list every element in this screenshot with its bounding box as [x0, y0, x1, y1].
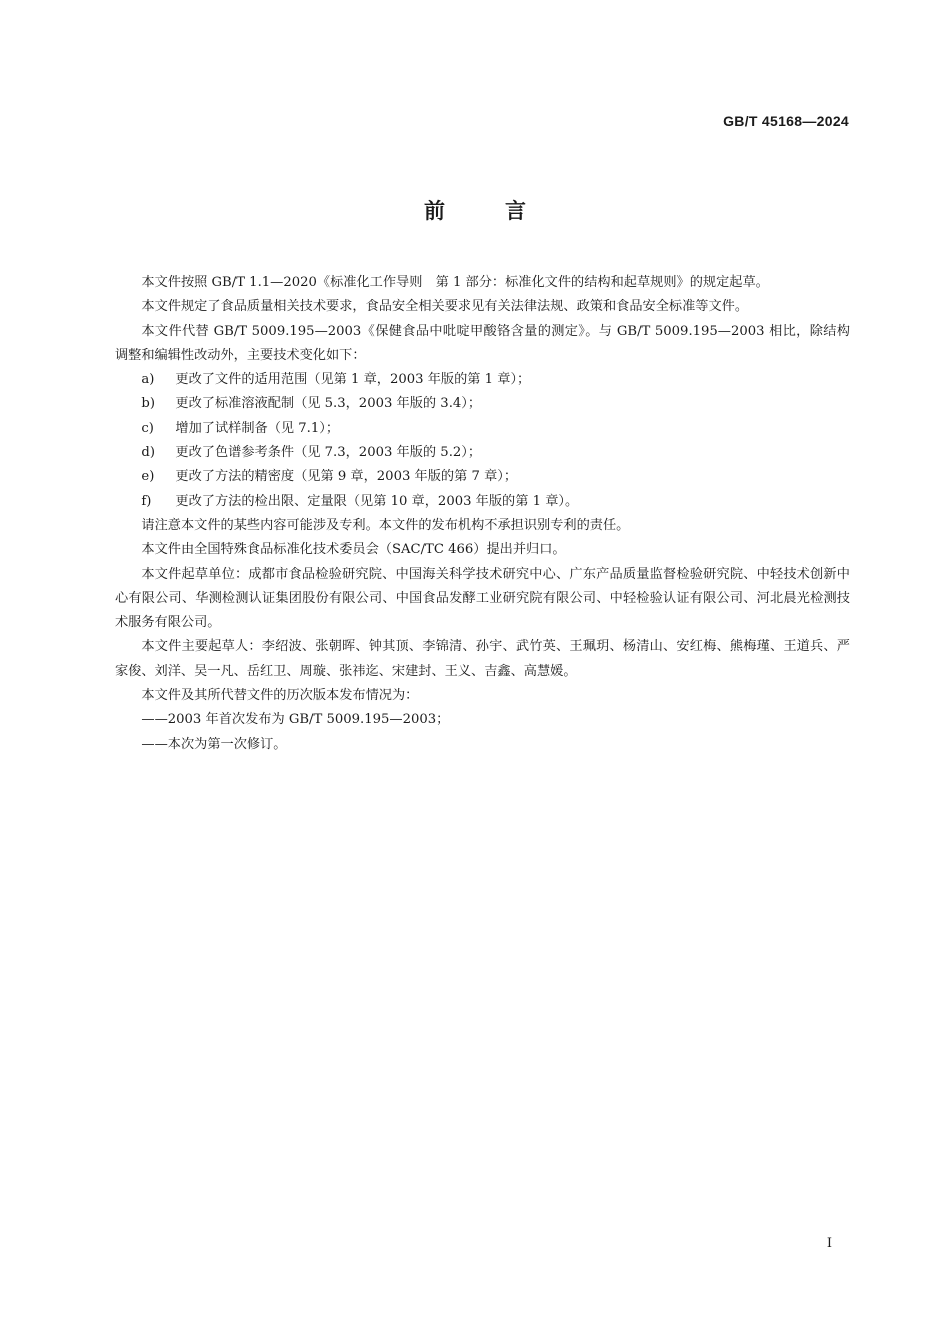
change-text: 更改了文件的适用范围（见第 1 章，2003 年版的第 1 章）；: [175, 372, 531, 388]
change-item-f: [115, 490, 850, 514]
change-item-e: [115, 465, 850, 489]
change-text: 更改了标准溶液配制（见 5.3，2003 年版的 3.4）；: [175, 396, 482, 412]
change-item-d: [115, 441, 850, 465]
page-title: 前言: [424, 199, 586, 223]
paragraph-drafters: 本文件主要起草人：李绍波、张朝晖、钟其顶、李锦清、孙宇、武竹英、王珮玥、杨清山、安红梅、熊梅瑾、王道兵、严家俊、刘洋、吴一凡、岳红卫、周璇、张祎迄、宋建封、王义、吉鑫、高慧媛。: [115, 639, 850, 679]
standard-code: GB/T 45168—2024: [723, 113, 849, 129]
paragraph-history-intro: 本文件及其所代替文件的历次版本发布情况为：: [141, 688, 419, 704]
foreword-body: [115, 271, 850, 757]
change-text: 更改了方法的检出限、定量限（见第 10 章，2003 年版的第 1 章）。: [175, 493, 579, 509]
paragraph-patent-notice: 请注意本文件的某些内容可能涉及专利。本文件的发布机构不承担识别专利的责任。: [141, 517, 630, 533]
change-text: 更改了方法的精密度（见第 9 章，2003 年版的第 7 章）；: [175, 469, 518, 485]
history-item: ——2003 年首次发布为 GB/T 5009.195—2003；: [141, 712, 450, 728]
list-marker: d): [141, 445, 155, 461]
change-text: 增加了试样制备（见 7.1）；: [175, 420, 340, 436]
change-item-c: [115, 417, 850, 441]
page-number: I: [826, 1236, 832, 1251]
change-text: 更改了色谱参考条件（见 7.3，2003 年版的 5.2）；: [175, 445, 482, 461]
list-marker: b): [141, 396, 155, 412]
change-item-b: [115, 392, 850, 416]
list-marker: a): [141, 372, 155, 388]
paragraph-proposer: 本文件由全国特殊食品标准化技术委员会（SAC/TC 466）提出并归口。: [141, 542, 566, 558]
paragraph-replacement: 本文件代替 GB/T 5009.195—2003《保健食品中吡啶甲酸铬含量的测定》。与 GB/T 5009.195—2003 相比，除结构调整和编辑性改动外，主要技术变化如下：: [115, 323, 850, 363]
paragraph-drafting-rules: 本文件按照 GB/T 1.1—2020《标准化工作导则 第 1 部分：标准化文件的结构和起草规则》的规定起草。: [141, 275, 769, 290]
list-marker: c): [141, 420, 154, 436]
change-item-a: [115, 368, 850, 392]
list-marker: f): [141, 493, 152, 509]
paragraph-drafting-units: 本文件起草单位：成都市食品检验研究院、中国海关科学技术研究中心、广东产品质量监督检验研究院、中轻技术创新中心有限公司、华测检测认证集团股份有限公司、中国食品发酵工业研究院有限公司、中轻检验认证有限公司、河北晨光检测技术服务有限公司。: [115, 566, 850, 631]
paragraph-scope-note: 本文件规定了食品质量相关技术要求，食品安全相关要求见有关法律法规、政策和食品安全标准等文件。: [141, 299, 749, 315]
history-item: ——本次为第一次修订。: [141, 736, 287, 752]
list-marker: e): [141, 469, 155, 485]
